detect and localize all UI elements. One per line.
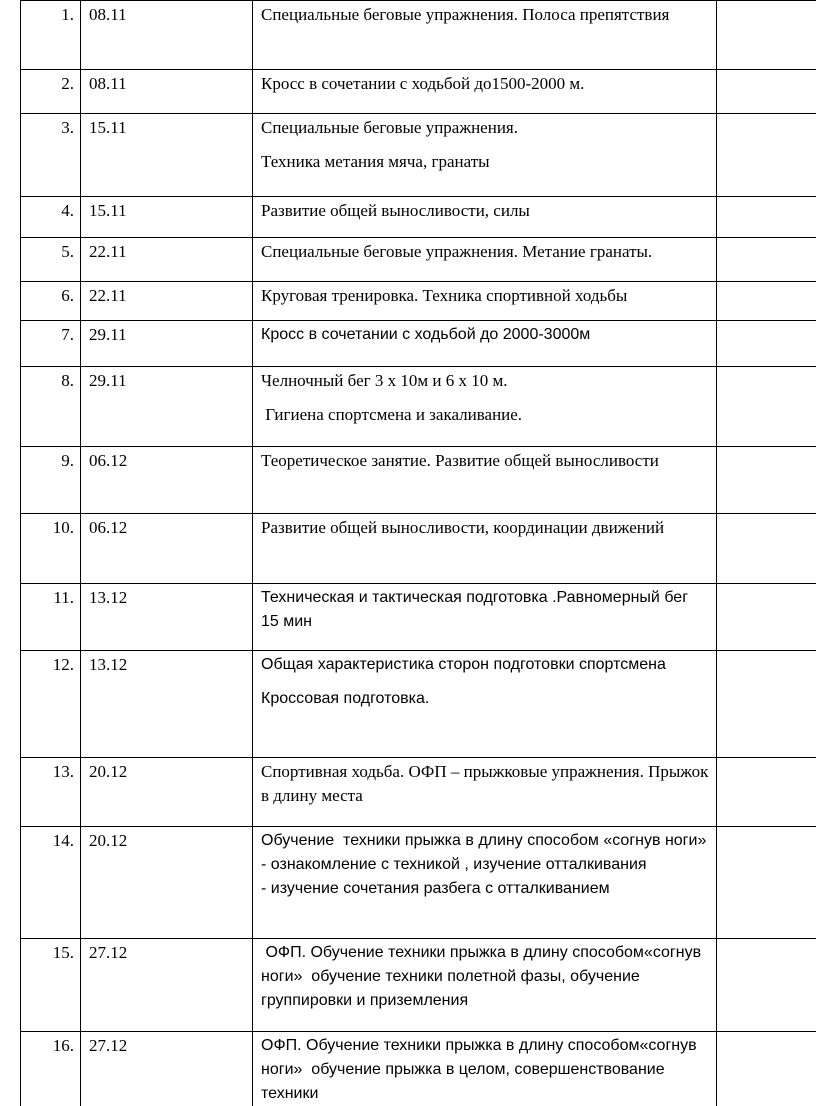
row-notes-cell <box>717 939 816 1032</box>
table-row <box>21 1032 816 1106</box>
topic-paragraph: Общая характеристика сторон подготовки спортсмена <box>261 656 666 673</box>
row-date: 13.12 <box>81 584 253 651</box>
row-topic <box>253 1032 717 1106</box>
topic-paragraph: Кросс в сочетании с ходьбой до1500-2000 м. <box>261 74 585 93</box>
row-date: 08.11 <box>81 70 253 114</box>
row-topic <box>253 321 717 367</box>
row-number: 13. <box>21 758 81 827</box>
topic-paragraph: Гигиена спортсмена и закаливание. <box>261 405 523 424</box>
table-row <box>21 651 816 758</box>
row-date: 08.11 <box>81 1 253 70</box>
row-notes-cell <box>717 1032 816 1106</box>
row-notes-cell <box>717 651 816 758</box>
topic-paragraph: Челночный бег 3 х 10м и 6 х 10 м. <box>261 371 508 390</box>
row-topic <box>253 70 717 114</box>
row-notes-cell <box>717 447 816 514</box>
row-notes-cell <box>717 114 816 197</box>
row-date: 20.12 <box>81 758 253 827</box>
table-row <box>21 367 816 447</box>
row-notes-cell <box>717 584 816 651</box>
row-notes-cell <box>717 1 816 70</box>
row-date: 29.11 <box>81 321 253 367</box>
row-number: 10. <box>21 514 81 584</box>
topic-paragraph: Специальные беговые упражнения. Метание гранаты. <box>261 242 653 261</box>
table-row <box>21 70 816 114</box>
table-row <box>21 758 816 827</box>
topic-paragraph: Спортивная ходьба. ОФП – прыжковые упражнения. Прыжок в длину места <box>261 762 713 805</box>
row-topic <box>253 282 717 321</box>
row-number: 1. <box>21 1 81 70</box>
topic-paragraph: Кроссовая подготовка. <box>261 690 430 707</box>
row-number: 7. <box>21 321 81 367</box>
row-notes-cell <box>717 321 816 367</box>
row-notes-cell <box>717 282 816 321</box>
row-number: 14. <box>21 827 81 939</box>
row-number: 5. <box>21 238 81 282</box>
row-notes-cell <box>717 238 816 282</box>
row-date: 22.11 <box>81 282 253 321</box>
row-topic <box>253 758 717 827</box>
row-notes-cell <box>717 758 816 827</box>
row-date: 27.12 <box>81 939 253 1032</box>
row-topic <box>253 447 717 514</box>
row-notes-cell <box>717 367 816 447</box>
table-row <box>21 447 816 514</box>
row-notes-cell <box>717 197 816 238</box>
table-row <box>21 321 816 367</box>
row-topic <box>253 238 717 282</box>
table-row <box>21 514 816 584</box>
row-date: 06.12 <box>81 447 253 514</box>
table-row <box>21 114 816 197</box>
topic-paragraph: Специальные беговые упражнения. Полоса препятствия <box>261 5 670 24</box>
row-number: 16. <box>21 1032 81 1106</box>
row-topic <box>253 1 717 70</box>
row-date: 27.12 <box>81 1032 253 1106</box>
topic-paragraph: ОФП. Обучение техники прыжка в длину способом«согнув ноги» обучение техники полетной фазы, обучение группировки и приземления <box>261 944 706 1009</box>
row-number: 11. <box>21 584 81 651</box>
row-notes-cell <box>717 827 816 939</box>
table-row <box>21 827 816 939</box>
row-number: 4. <box>21 197 81 238</box>
row-number: 8. <box>21 367 81 447</box>
row-topic <box>253 827 717 939</box>
row-topic <box>253 114 717 197</box>
row-topic <box>253 514 717 584</box>
lesson-plan-table <box>20 0 816 1106</box>
row-topic <box>253 939 717 1032</box>
lesson-plan-sheet <box>20 0 816 1106</box>
row-topic <box>253 584 717 651</box>
table-row <box>21 238 816 282</box>
topic-paragraph: Техническая и тактическая подготовка .Равномерный бег 15 мин <box>261 589 693 630</box>
row-date: 15.11 <box>81 114 253 197</box>
row-notes-cell <box>717 514 816 584</box>
row-topic <box>253 197 717 238</box>
table-row <box>21 197 816 238</box>
topic-paragraph: Техника метания мяча, гранаты <box>261 152 490 171</box>
topic-paragraph: Обучение техники прыжка в длину способом «согнув ноги» <box>261 832 707 849</box>
row-topic <box>253 651 717 758</box>
lesson-plan-body <box>21 1 816 1106</box>
table-row <box>21 1 816 70</box>
row-number: 3. <box>21 114 81 197</box>
topic-paragraph: - ознакомление с техникой , изучение отталкивания <box>261 856 647 873</box>
table-row <box>21 282 816 321</box>
row-number: 15. <box>21 939 81 1032</box>
topic-paragraph: ОФП. Обучение техники прыжка в длину способом«согнув ноги» обучение прыжка в целом, совершенствование техники <box>261 1037 702 1102</box>
table-row <box>21 584 816 651</box>
row-date: 15.11 <box>81 197 253 238</box>
topic-paragraph: Специальные беговые упражнения. <box>261 118 518 137</box>
topic-paragraph: Круговая тренировка. Техника спортивной ходьбы <box>261 286 628 305</box>
row-number: 6. <box>21 282 81 321</box>
row-number: 2. <box>21 70 81 114</box>
topic-paragraph: - изучение сочетания разбега с отталкиванием <box>261 880 610 897</box>
topic-paragraph: Развитие общей выносливости, координации движений <box>261 518 665 537</box>
topic-paragraph: Теоретическое занятие. Развитие общей выносливости <box>261 451 659 470</box>
row-date: 06.12 <box>81 514 253 584</box>
row-topic <box>253 367 717 447</box>
topic-paragraph: Кросс в сочетании с ходьбой до 2000-3000м <box>261 326 591 343</box>
row-number: 12. <box>21 651 81 758</box>
row-date: 22.11 <box>81 238 253 282</box>
topic-paragraph: Развитие общей выносливости, силы <box>261 201 530 220</box>
table-row <box>21 939 816 1032</box>
row-number: 9. <box>21 447 81 514</box>
row-date: 13.12 <box>81 651 253 758</box>
row-notes-cell <box>717 70 816 114</box>
row-date: 20.12 <box>81 827 253 939</box>
row-date: 29.11 <box>81 367 253 447</box>
